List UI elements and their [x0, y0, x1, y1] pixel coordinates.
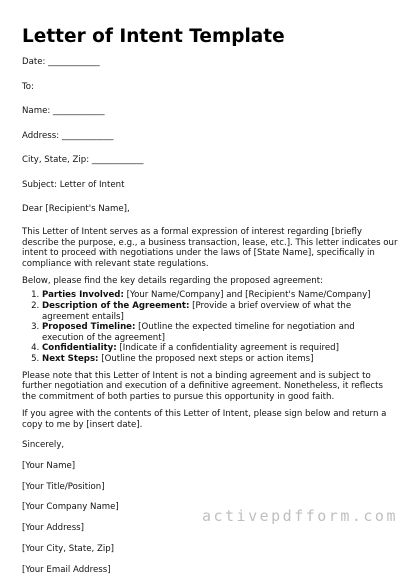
- greeting: Dear [Recipient's Name],: [22, 204, 130, 214]
- detail-label: Next Steps:: [42, 354, 99, 365]
- intro-paragraph: This Letter of Intent serves as a formal expression of interest regarding [briefly describe the purpose, e.g., a business transaction, lease, etc.]. This letter indicates our intent to proceed with negotiations under the laws of [State Name], specifically in compliance with relevant state regulations.: [22, 227, 398, 269]
- sincerely: Sincerely,: [22, 440, 65, 451]
- detail-text: [Outline the proposed next steps or action items]: [98, 354, 314, 365]
- your-name: [Your Name]: [22, 460, 76, 471]
- detail-text: [Provide a brief overview of what the agreement entails]: [42, 301, 352, 322]
- subject-line: Subject: Letter of Intent: [22, 179, 125, 190]
- note-paragraph: Please note that this Letter of Intent is not a binding agreement and is subject to further negotiation and execution of a definitive agreement. Nonetheless, it reflects the commitment of both parties to pursue this opportunity in good faith.: [22, 370, 383, 402]
- your-address: [Your Address]: [22, 523, 85, 534]
- document-title: Letter of Intent Template: [22, 26, 285, 47]
- detail-label: Description of the Agreement:: [42, 301, 190, 312]
- name-field: Name: ____________: [22, 106, 105, 116]
- your-company: [Your Company Name]: [22, 502, 119, 513]
- your-city: [Your City, State, Zip]: [22, 544, 115, 555]
- list-item: [42, 290, 398, 301]
- detail-label: Confidentiality:: [42, 343, 117, 354]
- address-field: Address: ____________: [22, 130, 114, 141]
- watermark: activepdfform.com: [201, 507, 398, 525]
- detail-text: [Indicate if a confidentiality agreement is required]: [116, 343, 339, 354]
- detail-text: [Your Name/Company] and [Recipient's Name/Company]: [123, 290, 371, 301]
- details-list: [22, 290, 398, 364]
- city-state-zip-field: City, State, Zip: ____________: [22, 155, 144, 165]
- detail-text: [Outline the expected timeline for negotiation and execution of the agreement]: [42, 322, 355, 343]
- closing-request: If you agree with the contents of this Letter of Intent, please sign below and return a copy to me by [insert date].: [22, 408, 387, 430]
- your-title: [Your Title/Position]: [22, 481, 105, 492]
- list-item: [42, 322, 398, 343]
- detail-label: Parties Involved:: [42, 290, 124, 301]
- date-field: Date: ____________: [22, 57, 100, 67]
- list-item: [42, 354, 398, 365]
- list-item: [42, 343, 398, 354]
- list-intro: Below, please find the key details regarding the proposed agreement:: [22, 275, 324, 286]
- your-email: [Your Email Address]: [22, 564, 111, 575]
- list-item: [42, 301, 398, 322]
- detail-label: Proposed Timeline:: [42, 322, 136, 333]
- letter-document: [22, 26, 398, 586]
- to-field: To:: [22, 81, 34, 92]
